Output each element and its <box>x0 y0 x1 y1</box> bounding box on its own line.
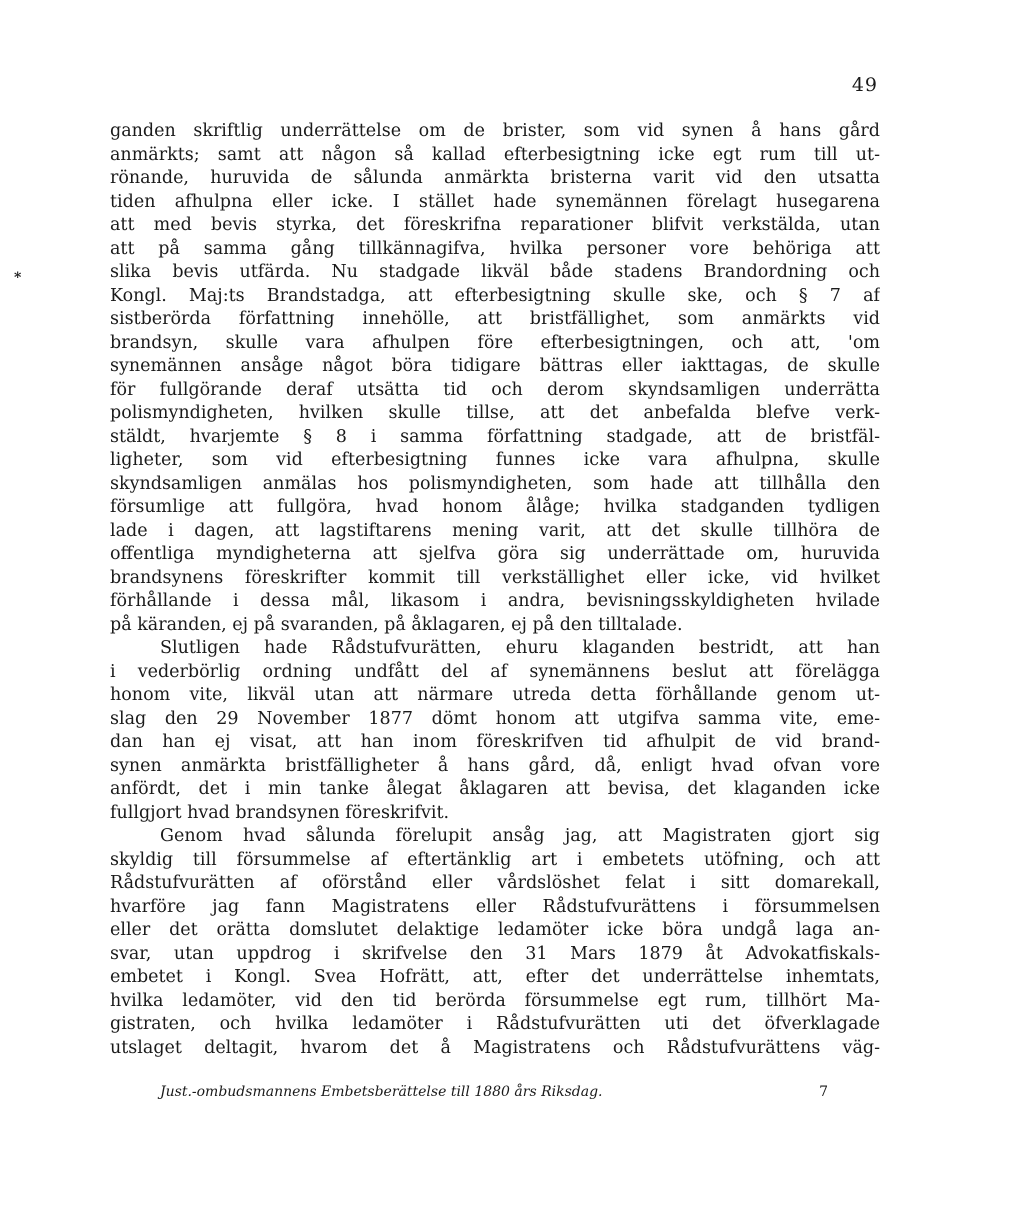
text-line: för fullgörande deraf utsätta tid och derom skyndsamligen underrätta <box>110 379 880 400</box>
text-line: anfördt, det i min tanke ålegat åklagaren att bevisa, det klaganden icke <box>110 779 880 799</box>
text-line: i vederbörlig ordning undfått del af synemännens beslut att förelägga <box>110 661 880 682</box>
text-line: utslaget deltagit, hvarom det å Magistratens och Rådstufvurättens väg- <box>110 1037 880 1058</box>
text-line: att på samma gång tillkännagifva, hvilka personer vore behöriga att <box>110 238 880 259</box>
text-line: Kongl. Maj:ts Brandstadga, att efterbesigtning skulle ske, och § 7 af <box>110 285 880 306</box>
text-line: polismyndigheten, hvilken skulle tillse, att det anbefalda blefve verk- <box>110 403 880 423</box>
page-number: 49 <box>851 74 878 96</box>
text-line: Slutligen hade Rådstufvurätten, ehuru klaganden bestridt, att han <box>160 638 880 658</box>
text-line: tiden afhulpna eller icke. I stället hade synemännen förelagt husegarena <box>110 191 880 212</box>
body-text <box>110 120 880 1060</box>
text-line: Genom hvad sålunda förelupit ansåg jag, att Magistraten gjort sig <box>160 826 880 846</box>
text-line: brandsyn, skulle vara afhulpen före efterbesigtningen, och att, 'om <box>110 332 880 353</box>
text-line: embetet i Kongl. Svea Hofrätt, att, efter det underrättelse inhemtats, <box>110 967 880 987</box>
text-line: skyldig till försummelse af eftertänklig art i embetets utöfning, och att <box>110 849 880 870</box>
footer-signature: 7 <box>819 1084 828 1100</box>
text-line: ligheter, som vid efterbesigtning funnes icke vara afhulpna, skulle <box>110 450 880 470</box>
footer-title: Just.-ombudsmannens Embetsberättelse till 1880 års Riksdag. <box>160 1084 603 1100</box>
text-line: slika bevis utfärda. Nu stadgade likväl både stadens Brandordning och <box>110 262 880 282</box>
text-line: fullgjort hvad brandsynen föreskrifvit. <box>110 802 450 823</box>
text-line: hvilka ledamöter, vid den tid berörda försummelse egt rum, tillhört Ma- <box>110 990 880 1011</box>
text-line: förhållande i dessa mål, likasom i andra, bevisningsskyldigheten hvilade <box>110 591 880 611</box>
text-line: slag den 29 November 1877 dömt honom att utgifva samma vite, eme- <box>110 708 880 729</box>
text-line: offentliga myndigheterna att sjelfva göra sig underrättade om, huruvida <box>110 544 880 564</box>
text-line: brandsynens föreskrifter kommit till verkställighet eller icke, vid hvilket <box>110 567 880 588</box>
text-line: ganden skriftlig underrättelse om de brister, som vid synen å hans gård <box>110 121 880 141</box>
text-line: att med bevis styrka, det föreskrifna reparationer blifvit verkstälda, utan <box>110 215 880 235</box>
text-line: synemännen ansåge något böra tidigare bättras eller iakttagas, de skulle <box>110 356 880 376</box>
page-footer <box>160 1084 828 1106</box>
text-line: hvarföre jag fann Magistratens eller Rådstufvurättens i försummelsen <box>110 896 880 917</box>
text-line: rönande, huruvida de sålunda anmärkta bristerna varit vid den utsatta <box>110 168 880 188</box>
text-line: eller det orätta domslutet delaktige ledamöter icke böra undgå laga an- <box>110 920 880 940</box>
text-line: stäldt, hvarjemte § 8 i samma författning stadgade, att de bristfäl- <box>110 426 880 447</box>
text-line: honom vite, likväl utan att närmare utreda detta förhållande genom ut- <box>110 685 880 705</box>
text-line: gistraten, och hvilka ledamöter i Rådstufvurätten uti det öfverklagade <box>110 1014 880 1034</box>
text-line: Rådstufvurätten af oförstånd eller vårdslöshet felat i sitt domarekall, <box>110 873 880 893</box>
margin-mark: ⁎ <box>14 266 22 282</box>
text-line: skyndsamligen anmälas hos polismyndigheten, som hade att tillhålla den <box>110 473 880 494</box>
text-line: svar, utan uppdrog i skrifvelse den 31 Mars 1879 åt Advokatfiskals- <box>110 943 880 964</box>
text-line: sistberörda författning innehölle, att bristfällighet, som anmärkts vid <box>110 309 880 329</box>
text-line: anmärkts; samt att någon så kallad efterbesigtning icke egt rum till ut- <box>110 144 880 165</box>
text-line: synen anmärkta bristfälligheter å hans gård, då, enligt hvad ofvan vore <box>110 755 880 776</box>
text-line: dan han ej visat, att han inom föreskrifven tid afhulpit de vid brand- <box>110 732 880 752</box>
text-line: försumlige att fullgöra, hvad honom ålåge; hvilka stadganden tydligen <box>110 497 880 517</box>
text-line: på käranden, ej på svaranden, på åklagaren, ej på den tilltalade. <box>110 614 683 635</box>
text-line: lade i dagen, att lagstiftarens mening varit, att det skulle tillhöra de <box>110 520 880 541</box>
